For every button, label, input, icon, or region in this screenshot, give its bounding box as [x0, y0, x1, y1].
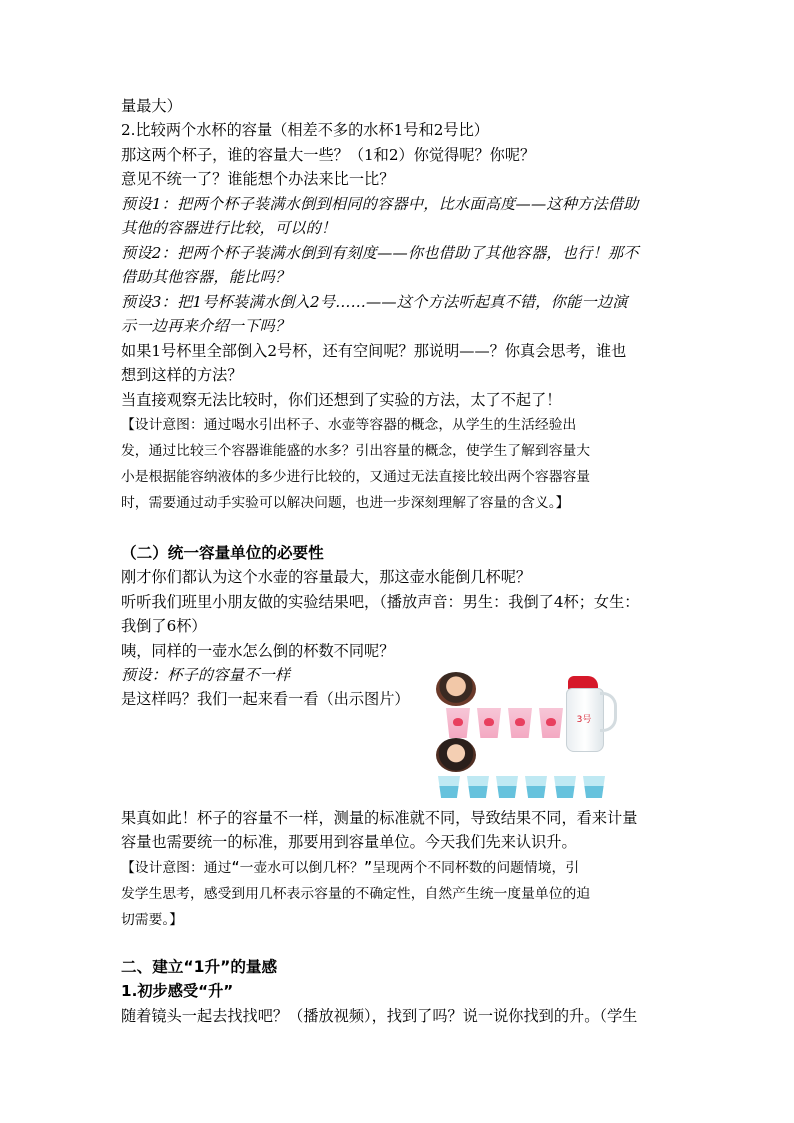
design-intent-note: 时，需要通过动手实验可以解决问题，也进一步深刻理解了容量的含义。】 [121, 495, 570, 511]
text-line: 2.比较两个水杯的容量（相差不多的水杯1号和2号比） [121, 121, 489, 139]
boy-avatar [436, 672, 476, 706]
text-line: 想到这样的方法？ [121, 366, 243, 384]
section-heading: 二、建立“1升”的量感 [121, 958, 278, 976]
text-line: 那这两个杯子，谁的容量大一些？（1和2）你觉得呢？你呢？ [121, 146, 536, 164]
blue-cup [525, 776, 547, 798]
text-line: 容量也需要统一的标准，那要用到容量单位。今天我们先来认识升。 [121, 833, 577, 851]
text-line: 随着镜头一起去找找吧？（播放视频），找到了吗？说一说你找到的升。（学生 [121, 1007, 638, 1025]
text-line: 咦，同样的一壶水怎么倒的杯数不同呢？ [121, 642, 395, 660]
preset-line: 其他的容器进行比较，可以的！ [121, 219, 337, 237]
preset-line: 预设：杯子的容量不一样 [121, 666, 291, 684]
design-intent-note: 切需要。】 [121, 912, 184, 928]
design-intent-note: 小是根据能容纳液体的多少进行比较的，又通过无法直接比较出两个容器容量 [121, 469, 591, 485]
text-line: 量最大） [121, 97, 182, 115]
preset-line: 借助其他容器，能比吗？ [121, 268, 291, 286]
preset-line: 预设3：把1号杯装满水倒入2号……——这个方法听起真不错，你能一边演 [121, 293, 628, 311]
design-intent-note: 发，通过比较三个容器谁能盛的水多？引出容量的概念，使学生了解到容量大 [121, 443, 591, 459]
design-intent-note: 发学生思考，感受到用几杯表示容量的不确定性，自然产生统一度量单位的迫 [121, 886, 591, 902]
preset-line: 示一边再来介绍一下吗？ [121, 317, 291, 335]
text-line: 当直接观察无法比较时，你们还想到了实验的方法，太了不起了！ [121, 391, 562, 409]
design-intent-note: 【设计意图：通过“一壶水可以倒几杯？”呈现两个不同杯数的问题情境，引 [121, 860, 580, 876]
section-heading: （二）统一容量单位的必要性 [121, 544, 324, 562]
pink-cup [446, 708, 470, 738]
blue-cup [467, 776, 489, 798]
text-line: 是这样吗？我们一起来看一看（出示图片） [121, 690, 410, 708]
water-pitcher [560, 676, 616, 752]
blue-cup [554, 776, 576, 798]
girl-avatar [436, 738, 476, 772]
preset-line: 预设1：把两个杯子装满水倒到相同的容器中，比水面高度——这种方法借助 [121, 195, 639, 213]
blue-cup [583, 776, 605, 798]
design-intent-note: 【设计意图：通过喝水引出杯子、水壶等容器的概念，从学生的生活经验出 [121, 417, 577, 433]
blue-cup [438, 776, 460, 798]
pink-cup [477, 708, 501, 738]
text-line: 刚才你们都认为这个水壶的容量最大，那这壶水能倒几杯呢？ [121, 568, 532, 586]
text-line: 意见不统一了？谁能想个办法来比一比？ [121, 170, 395, 188]
preset-line: 预设2：把两个杯子装满水倒到有刻度——你也借助了其他容器，也行！那不 [121, 244, 639, 262]
subsection-heading: 1.初步感受“升” [121, 982, 234, 1000]
cups-and-pitcher-illustration [432, 672, 628, 800]
text-line: 听听我们班里小朋友做的实验结果吧，（播放声音：男生：我倒了4杯；女生： [121, 593, 640, 611]
pitcher-handle [600, 692, 617, 732]
pink-cup [508, 708, 532, 738]
text-line: 我倒了6杯） [121, 617, 207, 635]
text-line: 果真如此！杯子的容量不一样，测量的标准就不同，导致结果不同，看来计量 [121, 809, 638, 827]
blue-cup [496, 776, 518, 798]
text-line: 如果1号杯里全部倒入2号杯，还有空间呢？那说明——？你真会思考，谁也 [121, 342, 627, 360]
pitcher-label: 3号 [576, 715, 592, 725]
